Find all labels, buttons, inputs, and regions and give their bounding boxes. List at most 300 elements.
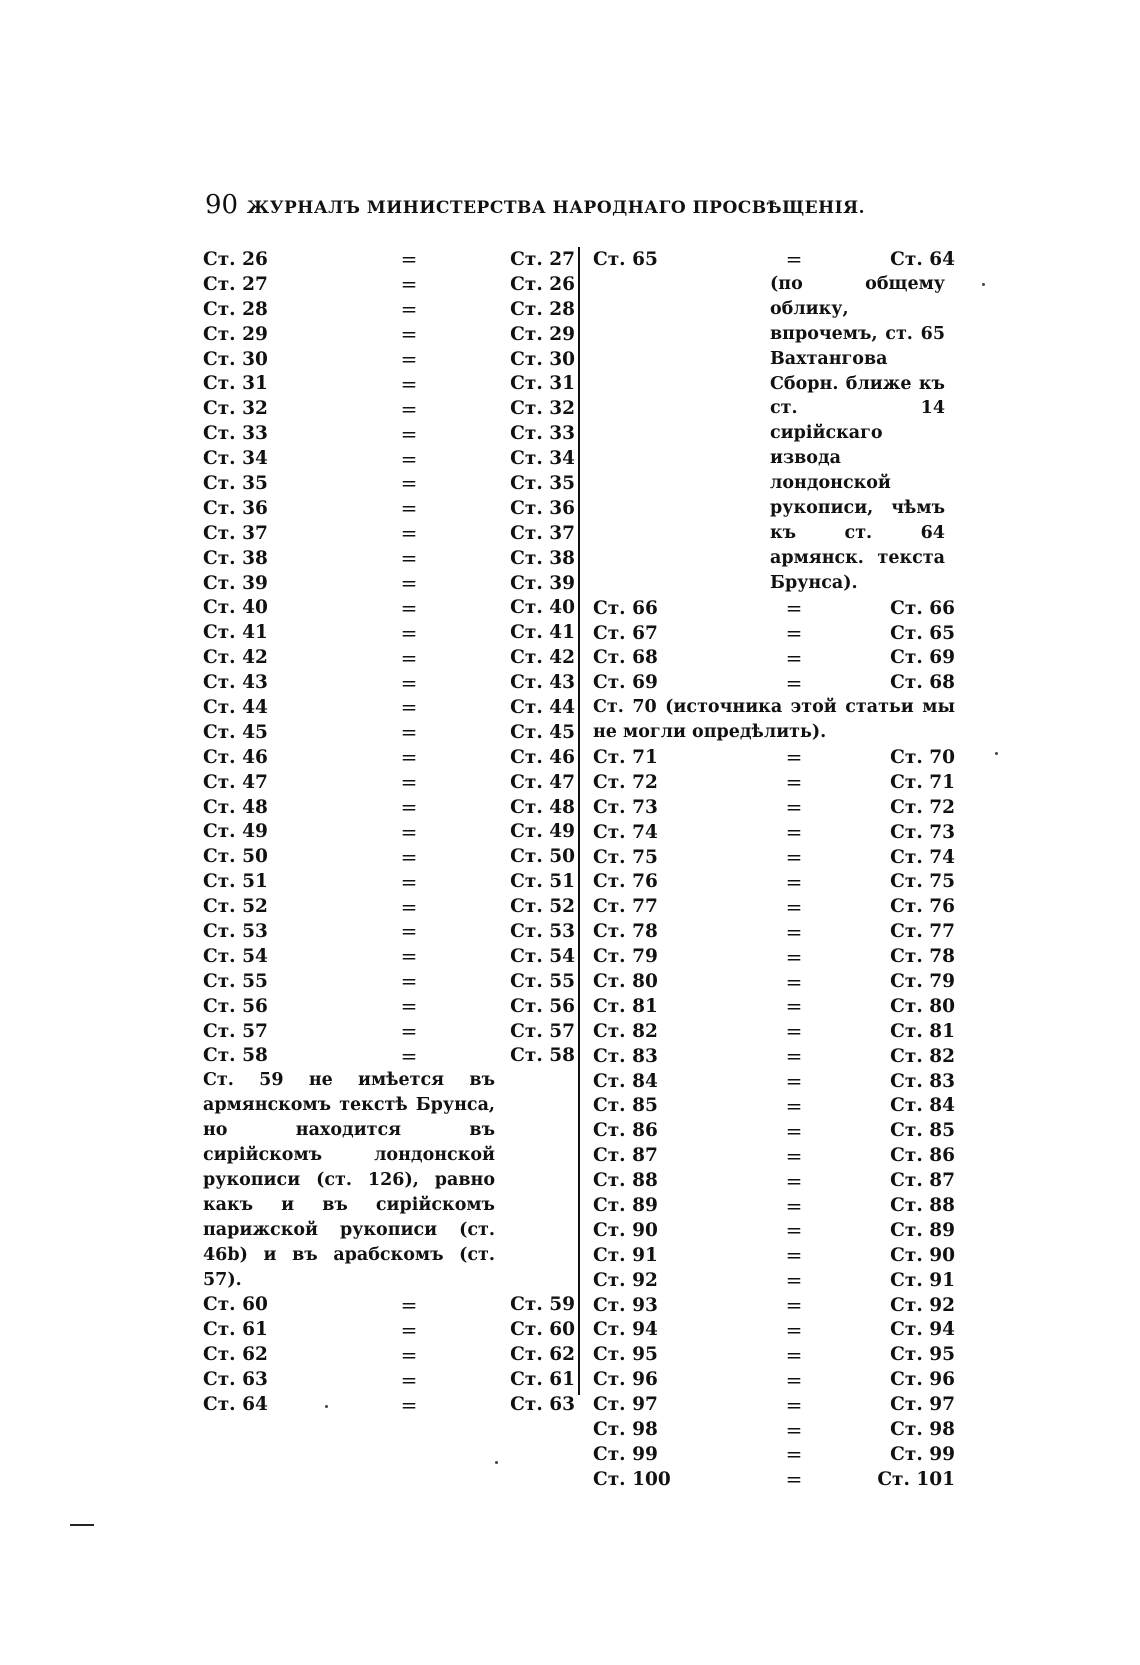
table-row — [203, 496, 575, 521]
left-cell: Ст. 95 — [593, 1344, 658, 1366]
table-row — [203, 297, 575, 322]
table-row — [203, 247, 575, 272]
right-cell: Ст. 69 — [890, 647, 955, 669]
equals-sign: = — [785, 645, 803, 670]
left-cell: Ст. 50 — [203, 846, 268, 868]
left-cell: Ст. 69 — [593, 672, 658, 694]
table-row — [203, 396, 575, 421]
right-cell: Ст. 89 — [890, 1219, 955, 1241]
equals-sign: = — [785, 1168, 803, 1193]
table-row — [203, 695, 575, 720]
table-row — [593, 770, 955, 795]
equals-sign: = — [400, 944, 418, 969]
table-row — [593, 795, 955, 820]
equals-sign: = — [400, 919, 418, 944]
equals-sign: = — [785, 1268, 803, 1293]
left-cell: Ст. 100 — [593, 1468, 671, 1490]
right-cell: Ст. 82 — [890, 1045, 955, 1067]
equals-sign: = — [400, 1367, 418, 1392]
margin-dash-mark — [70, 1524, 94, 1526]
table-row — [203, 272, 575, 297]
left-cell: Ст. 29 — [203, 323, 268, 345]
right-cell: Ст. 96 — [890, 1369, 955, 1391]
ink-speck — [325, 1405, 328, 1408]
table-row — [203, 1044, 575, 1069]
equals-sign: = — [785, 247, 803, 272]
equals-sign: = — [785, 1392, 803, 1417]
equals-sign: = — [400, 844, 418, 869]
equals-sign: = — [400, 571, 418, 596]
right-cell: Ст. 63 — [510, 1394, 575, 1416]
right-cell: Ст. 42 — [510, 647, 575, 669]
left-cell: Ст. 79 — [593, 946, 658, 968]
equals-sign: = — [785, 1118, 803, 1143]
left-note: Ст. 59 не имѣется въ армянскомъ текстѣ Брунса, но находится въ сирійскомъ лондонской рукописи (ст. 126), равно какъ и въ сирійскомъ парижской рукописи (ст. 46b) и въ арабскомъ (ст. 57). — [203, 1070, 495, 1290]
left-cell: Ст. 94 — [593, 1319, 658, 1341]
equals-sign: = — [785, 1467, 803, 1492]
left-cell: Ст. 54 — [203, 945, 268, 967]
right-cell: Ст. 47 — [510, 771, 575, 793]
table-row — [593, 1044, 955, 1069]
right-cell: Ст. 75 — [890, 871, 955, 893]
table-row — [593, 1168, 955, 1193]
table-row — [203, 1019, 575, 1044]
right-cell: Ст. 90 — [890, 1244, 955, 1266]
equals-sign: = — [400, 994, 418, 1019]
equals-sign: = — [785, 1293, 803, 1318]
table-row — [203, 1293, 575, 1318]
table-row — [593, 596, 955, 621]
equals-sign: = — [400, 396, 418, 421]
left-cell: Ст. 74 — [593, 821, 658, 843]
equals-sign: = — [785, 1417, 803, 1442]
right-cell: Ст. 44 — [510, 696, 575, 718]
equals-sign: = — [785, 1093, 803, 1118]
equals-sign: = — [785, 1367, 803, 1392]
right-cell: Ст. 71 — [890, 771, 955, 793]
equals-sign: = — [785, 1019, 803, 1044]
equals-sign: = — [785, 1243, 803, 1268]
equals-sign: = — [785, 621, 803, 645]
left-cell: Ст. 71 — [593, 746, 658, 768]
equals-sign: = — [785, 1143, 803, 1168]
table-row — [203, 819, 575, 844]
equals-sign: = — [785, 994, 803, 1019]
right-cell: Ст. 78 — [890, 946, 955, 968]
table-row — [203, 421, 575, 446]
left-cell: Ст. 45 — [203, 721, 268, 743]
equals-sign: = — [400, 819, 418, 844]
equals-sign: = — [400, 1392, 418, 1417]
right-cell: Ст. 54 — [510, 945, 575, 967]
table-row — [593, 1342, 955, 1367]
table-row — [593, 670, 955, 695]
left-cell: Ст. 58 — [203, 1045, 268, 1067]
equals-sign: = — [400, 745, 418, 770]
right-cell: Ст. 45 — [510, 721, 575, 743]
table-row — [593, 1392, 955, 1417]
left-cell: Ст. 32 — [203, 398, 268, 420]
table-row — [203, 919, 575, 944]
right-cell: Ст. 41 — [510, 622, 575, 644]
right-cell: Ст. 73 — [890, 821, 955, 843]
table-row — [593, 1143, 955, 1168]
right-cell: Ст. 64 — [890, 248, 955, 270]
equals-sign: = — [785, 1069, 803, 1094]
table-row — [203, 969, 575, 994]
right-cell: Ст. 87 — [890, 1170, 955, 1192]
equals-sign: = — [785, 919, 803, 944]
left-cell: Ст. 72 — [593, 771, 658, 793]
right-cell: Ст. 101 — [877, 1468, 955, 1490]
right-cell: Ст. 37 — [510, 522, 575, 544]
right-cell: Ст. 34 — [510, 448, 575, 470]
table-row — [593, 994, 955, 1019]
equals-sign: = — [400, 446, 418, 471]
right-cell: Ст. 79 — [890, 971, 955, 992]
equals-sign: = — [785, 869, 803, 894]
table-row — [203, 1392, 575, 1417]
table-row — [593, 1193, 955, 1218]
equals-sign: = — [400, 421, 418, 446]
table-row — [203, 471, 575, 496]
equals-sign: = — [400, 347, 418, 371]
table-row — [593, 1367, 955, 1392]
equals-sign: = — [400, 595, 418, 620]
right-cell: Ст. 30 — [510, 348, 575, 370]
table-row — [203, 894, 575, 919]
table-row — [203, 446, 575, 471]
left-cell: Ст. 86 — [593, 1120, 658, 1142]
left-cell: Ст. 42 — [203, 647, 268, 669]
table-row — [203, 1367, 575, 1392]
right-cell: Ст. 85 — [890, 1120, 955, 1142]
ink-speck — [495, 1461, 498, 1464]
right-cell: Ст. 50 — [510, 846, 575, 868]
table-row — [593, 1268, 955, 1293]
equals-sign: = — [400, 645, 418, 670]
right-cell: Ст. 70 — [890, 746, 955, 768]
left-cell: Ст. 56 — [203, 995, 268, 1017]
equals-sign: = — [785, 745, 803, 770]
left-cell: Ст. 48 — [203, 796, 268, 818]
right-cell: Ст. 92 — [890, 1294, 955, 1316]
left-cell: Ст. 31 — [203, 373, 268, 395]
right-cell: Ст. 33 — [510, 423, 575, 445]
left-cell: Ст. 85 — [593, 1095, 658, 1117]
table-row — [593, 919, 955, 944]
left-cell: Ст. 65 — [593, 248, 658, 270]
table-row — [593, 621, 955, 646]
right-cell: Ст. 97 — [890, 1394, 955, 1416]
left-cell: Ст. 51 — [203, 871, 268, 893]
table-row — [593, 1417, 955, 1442]
equals-sign: = — [400, 1317, 418, 1342]
left-cell: Ст. 73 — [593, 796, 658, 818]
table-row — [203, 371, 575, 396]
right-cell: Ст. 88 — [890, 1195, 955, 1217]
right-cell: Ст. 95 — [890, 1344, 955, 1366]
table-row — [203, 521, 575, 546]
right-cell: Ст. 83 — [890, 1070, 955, 1092]
left-cell: Ст. 52 — [203, 896, 268, 918]
table-row — [593, 1118, 955, 1143]
equals-sign: = — [400, 620, 418, 645]
right-cell: Ст. 62 — [510, 1344, 575, 1366]
left-cell: Ст. 89 — [593, 1195, 658, 1217]
table-row — [593, 1442, 955, 1467]
table-row — [593, 645, 955, 670]
right-cell: Ст. 26 — [510, 273, 575, 295]
equals-sign: = — [400, 297, 418, 322]
left-column — [203, 247, 575, 1417]
equals-sign: = — [400, 894, 418, 919]
equals-sign: = — [400, 795, 418, 820]
equals-sign: = — [785, 820, 803, 845]
left-cell: Ст. 53 — [203, 920, 268, 942]
equals-sign: = — [400, 670, 418, 695]
left-cell: Ст. 84 — [593, 1070, 658, 1092]
right-cell: Ст. 80 — [890, 995, 955, 1017]
left-cell: Ст. 76 — [593, 871, 658, 893]
right-cell: Ст. 84 — [890, 1095, 955, 1117]
table-row — [203, 645, 575, 670]
right-cell: Ст. 51 — [510, 871, 575, 893]
left-cell: Ст. 82 — [593, 1020, 658, 1042]
left-cell: Ст. 37 — [203, 522, 268, 544]
table-row — [203, 322, 575, 347]
left-cell: Ст. 77 — [593, 896, 658, 918]
table-row — [593, 820, 955, 845]
table-row — [203, 347, 575, 372]
equals-sign: = — [785, 1442, 803, 1467]
table-row — [593, 247, 955, 272]
left-cell: Ст. 28 — [203, 298, 268, 320]
table-row — [593, 944, 955, 969]
right-column — [593, 247, 955, 1492]
equals-sign: = — [400, 272, 418, 297]
table-row — [203, 745, 575, 770]
table-row — [593, 969, 955, 994]
left-rows-top — [203, 247, 575, 1068]
left-cell: Ст. 91 — [593, 1244, 658, 1266]
table-row — [593, 870, 955, 895]
left-cell: Ст. 36 — [203, 497, 268, 519]
left-cell: Ст. 87 — [593, 1145, 658, 1167]
right-cell: Ст. 53 — [510, 920, 575, 942]
equals-sign: = — [400, 322, 418, 347]
left-cell: Ст. 97 — [593, 1394, 658, 1416]
right-cell: Ст. 38 — [510, 547, 575, 569]
equals-sign: = — [400, 1342, 418, 1367]
table-row — [203, 595, 575, 620]
equals-sign: = — [400, 969, 418, 994]
left-cell: Ст. 60 — [203, 1294, 268, 1316]
table-row — [203, 795, 575, 820]
table-row — [593, 1218, 955, 1243]
running-title: ЖУРНАЛЪ МИНИСТЕРСТВА НАРОДНАГО ПРОСВѢЩЕНІЯ. — [246, 198, 865, 218]
left-cell: Ст. 47 — [203, 771, 268, 793]
equals-sign: = — [785, 596, 803, 621]
equals-sign: = — [400, 1019, 418, 1044]
table-row — [203, 571, 575, 596]
equals-sign: = — [400, 496, 418, 521]
equals-sign: = — [785, 1193, 803, 1218]
right-cell: Ст. 94 — [890, 1319, 955, 1341]
left-cell: Ст. 75 — [593, 846, 658, 868]
left-cell: Ст. 83 — [593, 1045, 658, 1067]
right-cell: Ст. 77 — [890, 921, 955, 943]
right-cell: Ст. 35 — [510, 472, 575, 494]
equals-sign: = — [785, 969, 803, 994]
left-cell: Ст. 78 — [593, 921, 658, 943]
equals-sign: = — [400, 720, 418, 745]
table-row — [203, 944, 575, 969]
table-row — [203, 1342, 575, 1367]
table-row — [203, 620, 575, 645]
table-row — [593, 845, 955, 870]
left-cell: Ст. 46 — [203, 746, 268, 768]
table-row — [203, 670, 575, 695]
right-cell: Ст. 66 — [890, 597, 955, 619]
right-cell: Ст. 76 — [890, 896, 955, 918]
left-cell: Ст. 68 — [593, 647, 658, 669]
right-cell: Ст. 52 — [510, 896, 575, 918]
right-rows-bottom — [593, 745, 955, 1492]
right-cell: Ст. 61 — [510, 1369, 575, 1391]
table-row — [593, 894, 955, 919]
ink-speck — [995, 752, 998, 755]
right-cell: Ст. 65 — [890, 622, 955, 644]
equals-sign: = — [400, 247, 418, 272]
right-cell: Ст. 29 — [510, 323, 575, 345]
page-header — [205, 190, 865, 224]
table-row — [203, 869, 575, 894]
right-cell: Ст. 99 — [890, 1443, 955, 1465]
right-rows-mid — [593, 596, 955, 696]
table-row — [203, 844, 575, 869]
left-cell: Ст. 90 — [593, 1219, 658, 1241]
equals-sign: = — [785, 1044, 803, 1069]
equals-sign: = — [785, 894, 803, 919]
right-cell: Ст. 98 — [890, 1419, 955, 1441]
left-cell: Ст. 63 — [203, 1369, 268, 1391]
right-cell: Ст. 59 — [510, 1294, 575, 1316]
equals-sign: = — [785, 1342, 803, 1367]
equals-sign: = — [785, 795, 803, 820]
right-cell: Ст. 32 — [510, 398, 575, 420]
right-cell: Ст. 60 — [510, 1319, 575, 1341]
right-cell: Ст. 40 — [510, 597, 575, 619]
right-note-2: Ст. 70 (источника этой статьи мы не могли опредѣлить). — [593, 697, 955, 743]
equals-sign: = — [785, 1317, 803, 1342]
equals-sign: = — [400, 695, 418, 720]
left-cell: Ст. 98 — [593, 1419, 658, 1441]
left-cell: Ст. 62 — [203, 1344, 268, 1366]
right-note-1: (по общему облику, впрочемъ, ст. 65 Вахтангова Сборн. ближе къ ст. 14 сирійскаго извода лондонской рукописи, чѣмъ къ ст. 64 армянск. текста Брунса). — [770, 273, 945, 593]
left-cell: Ст. 80 — [593, 971, 658, 992]
left-cell: Ст. 96 — [593, 1369, 658, 1391]
left-cell: Ст. 64 — [203, 1394, 268, 1416]
left-cell: Ст. 92 — [593, 1269, 658, 1291]
table-row — [593, 1318, 955, 1343]
right-cell: Ст. 49 — [510, 821, 575, 843]
ink-speck — [982, 283, 985, 286]
column-divider — [578, 247, 580, 1395]
equals-sign: = — [400, 471, 418, 496]
left-cell: Ст. 34 — [203, 448, 268, 470]
left-rows-bottom — [203, 1293, 575, 1417]
left-cell: Ст. 81 — [593, 995, 658, 1017]
left-cell: Ст. 67 — [593, 622, 658, 644]
right-cell: Ст. 81 — [890, 1020, 955, 1042]
equals-sign: = — [400, 521, 418, 546]
equals-sign: = — [400, 371, 418, 396]
right-cell: Ст. 39 — [510, 572, 575, 594]
left-cell: Ст. 88 — [593, 1170, 658, 1192]
equals-sign: = — [400, 546, 418, 571]
table-row — [593, 1094, 955, 1119]
left-cell: Ст. 27 — [203, 273, 268, 295]
table-row — [203, 1317, 575, 1342]
right-cell: Ст. 91 — [890, 1269, 955, 1291]
equals-sign: = — [400, 770, 418, 795]
table-row — [593, 1467, 955, 1492]
table-row — [593, 745, 955, 770]
table-row — [593, 1243, 955, 1268]
right-cell: Ст. 57 — [510, 1020, 575, 1042]
right-cell: Ст. 86 — [890, 1145, 955, 1167]
left-cell: Ст. 40 — [203, 597, 268, 619]
left-cell: Ст. 57 — [203, 1020, 268, 1042]
table-row — [203, 546, 575, 571]
left-cell: Ст. 41 — [203, 622, 268, 644]
right-cell: Ст. 36 — [510, 497, 575, 519]
left-cell: Ст. 55 — [203, 970, 268, 992]
left-cell: Ст. 99 — [593, 1443, 658, 1465]
left-cell: Ст. 26 — [203, 248, 268, 270]
right-cell: Ст. 56 — [510, 995, 575, 1017]
equals-sign: = — [785, 845, 803, 870]
equals-sign: = — [400, 1043, 418, 1068]
left-cell: Ст. 35 — [203, 472, 268, 494]
right-cell: Ст. 48 — [510, 796, 575, 818]
equals-sign: = — [400, 1292, 418, 1317]
left-cell: Ст. 93 — [593, 1294, 658, 1316]
equals-sign: = — [785, 1218, 803, 1243]
table-row — [593, 1019, 955, 1044]
table-row — [203, 994, 575, 1019]
left-cell: Ст. 66 — [593, 597, 658, 619]
equals-sign: = — [785, 670, 803, 695]
right-cell: Ст. 27 — [510, 248, 575, 270]
right-cell: Ст. 43 — [510, 672, 575, 694]
right-cell: Ст. 68 — [890, 672, 955, 694]
left-cell: Ст. 30 — [203, 348, 268, 370]
right-cell: Ст. 74 — [890, 846, 955, 868]
table-row — [593, 1293, 955, 1318]
left-cell: Ст. 43 — [203, 672, 268, 694]
left-cell: Ст. 49 — [203, 821, 268, 843]
right-cell: Ст. 46 — [510, 746, 575, 768]
table-row — [593, 1069, 955, 1094]
equals-sign: = — [785, 944, 803, 969]
equals-sign: = — [785, 770, 803, 795]
table-row — [203, 720, 575, 745]
right-cell: Ст. 28 — [510, 298, 575, 320]
equals-sign: = — [400, 869, 418, 894]
right-cell: Ст. 31 — [510, 373, 575, 395]
